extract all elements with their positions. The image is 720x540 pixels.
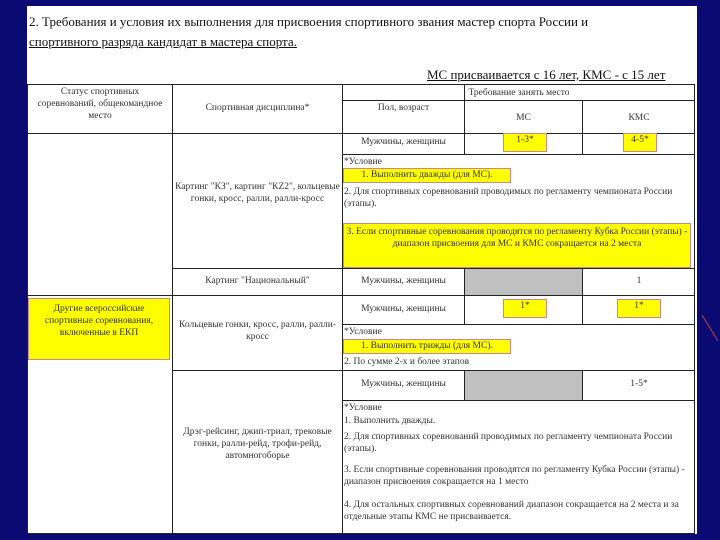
row-divider bbox=[172, 268, 695, 269]
ms-value: 1-3* bbox=[503, 133, 547, 152]
discipline-ring-cross-rally: Кольцевые гонки, кросс, ралли, ралли-кросс bbox=[179, 320, 336, 342]
header-kms: КМС bbox=[628, 113, 650, 123]
row-divider bbox=[172, 370, 695, 371]
ms-value: 1* bbox=[503, 299, 547, 318]
kms-value: 4-5* bbox=[623, 133, 657, 152]
col-divider bbox=[582, 100, 583, 155]
table-right-border bbox=[694, 84, 695, 534]
table-bottom-border bbox=[27, 533, 695, 534]
heading-line-1: 2. Требования и условия их выполнения для присвоения спортивного звания мастер спорта России и bbox=[29, 14, 589, 29]
gender-cell: Мужчины, женщины bbox=[361, 276, 446, 286]
header-ms: МС bbox=[516, 113, 531, 123]
condition-item: 3. Если спортивные соревнования проводятся по регламенту Кубка России (этапы) - диапазон присвоения сокращается на 1 место bbox=[344, 465, 685, 487]
col-divider bbox=[582, 370, 583, 401]
header-requirement: Требование занять место bbox=[468, 88, 570, 98]
ms-empty-cell bbox=[465, 371, 582, 400]
header-discipline: Спортивная дисциплина* bbox=[205, 103, 310, 113]
condition-item: 1. Выполнить трижды (для МС). bbox=[343, 339, 511, 354]
header-gender-age: Пол, возраст bbox=[377, 103, 430, 113]
gender-cell: Мужчины, женщины bbox=[361, 137, 446, 147]
condition-label: *Условие bbox=[344, 327, 382, 337]
ms-empty-cell bbox=[465, 269, 582, 295]
header-bottom-border bbox=[27, 133, 695, 134]
condition-label: *Условие bbox=[344, 157, 382, 167]
header-status: Статус спортивных соревнований, общекомандное место bbox=[37, 87, 163, 121]
requirement-divider bbox=[342, 100, 695, 101]
discipline-karting-ring: Картинг "КЗ", картинг "КZ2", кольцевые гонки, кросс, ралли, ралли-кросс bbox=[175, 182, 340, 204]
row-divider bbox=[342, 400, 695, 401]
gender-cell: Мужчины, женщины bbox=[361, 379, 446, 389]
section-heading bbox=[27, 12, 687, 52]
col-divider bbox=[172, 84, 173, 534]
condition-item: 3. Если спортивные соревнования проводятся по регламенту Кубка России (этапы) - диапазон присвоения для МС и КМС сокращается на 2 места bbox=[343, 223, 691, 268]
discipline-karting-national: Картинг "Национальный" bbox=[205, 276, 310, 286]
kms-value: 1* bbox=[617, 299, 661, 318]
row-divider bbox=[342, 324, 695, 325]
row-divider bbox=[27, 295, 695, 296]
condition-item: 2. По сумме 2-х и более этапов bbox=[344, 357, 470, 367]
table-top-border bbox=[27, 84, 695, 85]
pointer-arrow-icon bbox=[700, 313, 720, 343]
status-other-competitions: Другие всероссийские спортивные соревнования, включенные в ЕКП bbox=[28, 298, 170, 360]
heading-line-2: спортивного разряда кандидат в мастера спорта. bbox=[29, 34, 297, 49]
discipline-drag-jeep-track: Дрэг-рейсинг, джип-триал, трековые гонки, ралли-рейд, трофи-рейд, автомногоборье bbox=[183, 427, 332, 461]
condition-label: *Условие bbox=[344, 403, 382, 413]
col-divider bbox=[342, 84, 343, 534]
condition-item: 2. Для спортивных соревнований проводимых по регламенту чемпионата России (этапы). bbox=[344, 187, 673, 209]
condition-item: 2. Для спортивных соревнований проводимых по регламенту чемпионата России (этапы). bbox=[344, 432, 673, 454]
kms-value: 1-5* bbox=[630, 379, 648, 389]
kms-value: 1 bbox=[636, 276, 642, 286]
age-note: МС присваивается с 16 лет, КМС - с 15 лет bbox=[427, 67, 666, 82]
col-divider bbox=[582, 268, 583, 325]
condition-item: 4. Для остальных спортивных соревнований диапазон сокращается на 2 места и за отдельные этапы КМС не присваивается. bbox=[344, 500, 679, 522]
document-page bbox=[27, 6, 697, 534]
condition-item: 1. Выполнить дважды (для МС). bbox=[343, 168, 511, 183]
row-divider bbox=[342, 154, 695, 155]
condition-item: 1. Выполнить дважды. bbox=[344, 416, 436, 426]
gender-cell: Мужчины, женщины bbox=[361, 304, 446, 314]
